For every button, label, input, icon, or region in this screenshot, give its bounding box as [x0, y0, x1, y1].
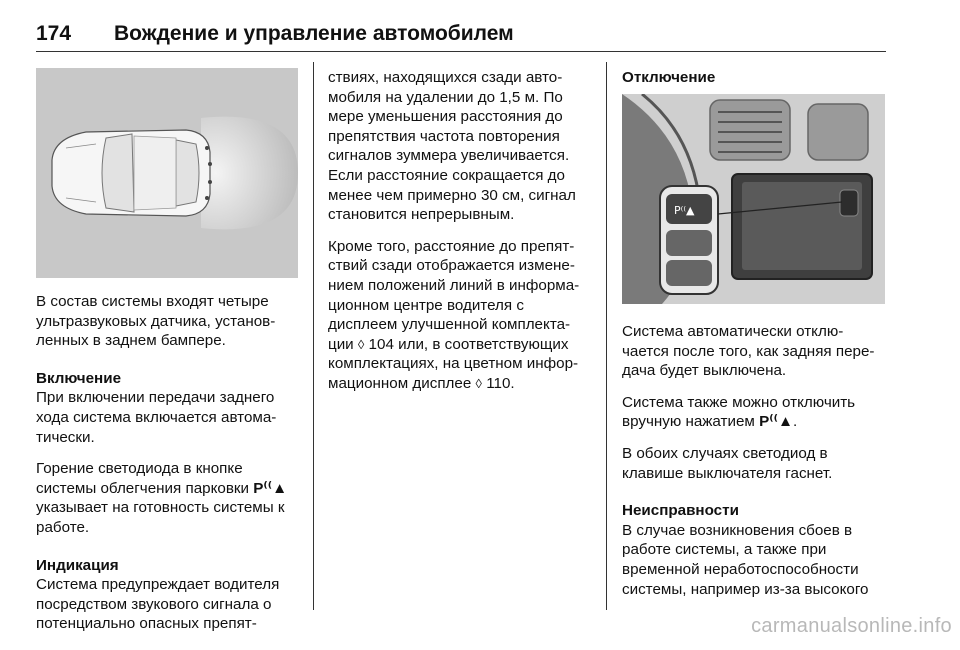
- intro-paragraph: В состав системы входят четыре ультразвуковых датчика, установ- ленных в заднем бампере.: [36, 293, 276, 350]
- column-divider-2: [606, 62, 607, 610]
- auto-off-paragraph: Система автоматически отклю- чается после того, как задняя пере- дача будет выключена.: [622, 323, 875, 380]
- park-assist-icon: P⁽⁽▲: [759, 413, 794, 431]
- svg-text:P⁽⁽▲: P⁽⁽▲: [674, 204, 695, 217]
- column-2: [328, 68, 603, 406]
- led-off-paragraph: В обоих случаях светодиод в клавише выключателя гаснет.: [622, 444, 833, 482]
- heading-indication: Индикация: [36, 556, 119, 574]
- page-reference-icon: ◊: [357, 336, 365, 352]
- column-3: [622, 322, 890, 615]
- indication-continued-paragraph: ствиях, находящихся сзади авто- мобиля на удалении до 1,5 м. По мере уменьшения расстояния до препятствия частота повторения сигналов зуммера увеличивается. Если расстояние сокращается до менее чем примерно 30 см, сигнал становится непрерывным.: [328, 69, 576, 224]
- page-reference-icon: ◊: [475, 375, 482, 391]
- led-paragraph: Горение светодиода в кнопке системы облегчения парковки P⁽⁽▲ указывает на готовность системы к работе.: [36, 460, 288, 536]
- heading-faults: Неисправности: [622, 502, 739, 520]
- display-paragraph: Кроме того, расстояние до препят- ствий сзади отображается измене- нием положений линий в информа- ционном центре водителя с дисплеем улучшенной комплекта- ции ◊ 104 или, в соответствующих комплектациях, на цветном инфор- мационном дисплее ◊ 110.: [328, 237, 580, 392]
- column-1: [36, 292, 308, 650]
- heading-deactivation: Отключение: [622, 69, 716, 86]
- park-assist-icon: P⁽⁽▲: [253, 479, 288, 497]
- page-reference-104[interactable]: 104 или, в соответствующих: [364, 335, 569, 353]
- heading-activation: Включение: [36, 369, 122, 387]
- indication-paragraph: Система предупреждает водителя посредством звукового сигнала о потенциально опасных препят-: [36, 576, 280, 633]
- parking-sensor-illustration: [36, 68, 298, 278]
- activation-paragraph: При включении передачи заднего хода система включается автома- тически.: [36, 389, 277, 446]
- page-title: Вождение и управление автомобилем: [114, 22, 514, 45]
- dashboard-button-illustration: [622, 94, 885, 304]
- page-reference-110[interactable]: 110.: [481, 374, 515, 392]
- column-3-top: [622, 68, 890, 88]
- car-top-view-drawing: [36, 68, 298, 278]
- page-number: 174: [36, 22, 72, 45]
- faults-paragraph: В случае возникновения сбоев в работе системы, а также при временной неработоспособности системы, например из-за высокого: [622, 521, 869, 598]
- header-rule: [36, 51, 886, 52]
- watermark: carmanualsonline.info: [751, 615, 952, 637]
- column-divider-1: [313, 62, 314, 610]
- dashboard-drawing: [622, 94, 885, 304]
- manual-off-paragraph: Система также можно отключить вручную нажатием P⁽⁽▲.: [622, 393, 856, 431]
